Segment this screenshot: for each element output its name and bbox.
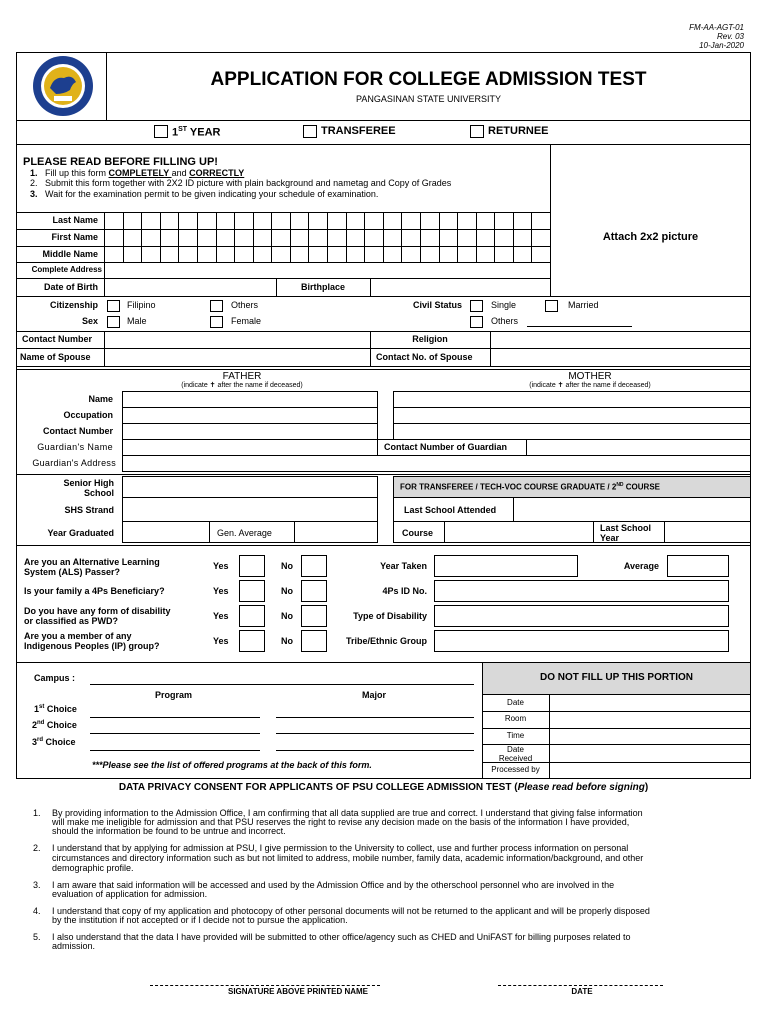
pwd-no-label: No [281,611,293,621]
occupation-label: Occupation [63,410,113,420]
father-heading: FATHER [222,371,262,382]
privacy-3-line-1: I am aware that said information will be accessed and used by the Admission Office and by the otherschool personnel who are involved in the [52,880,615,890]
year-taken-field[interactable] [434,555,578,577]
form-code: FM-AA-AGT-01 [689,23,744,32]
office-processed-by-field[interactable] [550,763,750,778]
privacy-3-line-2: evaluation of application for admission. [52,889,208,899]
father-contact-field[interactable] [122,423,378,440]
second-choice-major[interactable] [276,733,474,734]
office-heading: DO NOT FILL UP THIS PORTION [540,672,693,683]
office-date-field[interactable] [550,696,750,711]
privacy-1-num: 1. [33,808,41,818]
campus-field[interactable] [90,684,474,685]
parent-name-label: Name [88,394,113,404]
father-note: (indicate ✝ after the name if deceased) [181,382,303,389]
average-field[interactable] [667,555,729,577]
privacy-2-line-3: demographic profile. [52,863,134,873]
mother-heading: MOTHER [568,371,612,382]
filipino-checkbox[interactable] [107,300,120,312]
guardian-name-label: Guardian's Name [37,442,113,452]
date-line[interactable] [498,985,663,986]
signature-line[interactable] [150,985,380,986]
revision: Rev. 03 [717,32,744,41]
campus-label: Campus : [34,673,76,683]
university-name: PANGASINAN STATE UNIVERSITY [355,94,502,104]
father-occupation-field[interactable] [122,407,378,424]
second-choice-label: 2nd Choice [32,720,77,730]
date-label: DATE [571,987,593,996]
fourps-id-field[interactable] [434,580,729,602]
strand-label: SHS Strand [64,505,114,515]
office-time-field[interactable] [550,729,750,744]
disability-type-field[interactable] [434,605,729,627]
als-question: Are you an Alternative Learning System (ALS) Passer? [24,557,160,577]
als-yes-box[interactable] [239,555,265,577]
last-name-label: Last Name [52,215,98,225]
privacy-4-num: 4. [33,906,41,916]
shs-field[interactable] [122,476,378,498]
spouse-label: Name of Spouse [20,352,91,362]
female-checkbox[interactable] [210,316,223,328]
privacy-2-line-1: I understand that by applying for admission at PSU, I give permission to the University to collect, use and further process information on personal [52,843,629,853]
sex-label: Sex [81,316,98,326]
guardian-contact-label: Contact Number of Guardian [384,442,508,452]
single-label: Single [491,300,517,310]
transferee-label: TRANSFEREE [321,125,396,137]
mother-contact-field[interactable] [393,423,751,440]
fourps-no-label: No [281,586,293,596]
last-school-year-label: Last School Year [600,523,652,543]
filipino-label: Filipino [127,300,156,310]
last-school-year-field[interactable] [664,521,751,543]
als-yes-label: Yes [213,561,229,571]
civil-others-field[interactable] [527,326,632,327]
average-label: Average [623,561,659,571]
first-choice-label: 1st Choice [34,704,77,714]
privacy-5-num: 5. [33,932,41,942]
first-year-checkbox[interactable] [154,125,168,138]
fourps-yes-label: Yes [213,586,229,596]
instruction-1: 1. Fill up this form COMPLETELY and CORRECTLY [30,168,245,178]
fourps-no-box[interactable] [301,580,327,602]
programs-note: ***Please see the list of offered programs at the back of this form. [92,760,372,770]
privacy-heading: DATA PRIVACY CONSENT FOR APPLICANTS OF PSU COLLEGE ADMISSION TEST (Please read before signing) [118,782,649,793]
transferee-checkbox[interactable] [303,125,317,138]
office-room-label: Room [504,714,527,723]
fourps-id-label: 4Ps ID No. [382,586,427,596]
office-time-label: Time [506,731,525,740]
signature-label: SIGNATURE ABOVE PRINTED NAME [227,987,368,996]
parent-contact-label: Contact Number [42,426,113,436]
contact-label: Contact Number [22,334,93,344]
fourps-yes-box[interactable] [239,580,265,602]
privacy-2-line-2: circumstances and directory information such as but not limited to address, mobile number, family data, academic information/background, and other [52,853,644,863]
ip-no-label: No [281,636,293,646]
female-label: Female [231,316,262,326]
office-room-field[interactable] [550,712,750,728]
disability-type-label: Type of Disability [353,611,427,621]
picture-label: Attach 2x2 picture [602,231,699,243]
privacy-5-line-2: admission. [52,941,96,951]
transferee-heading: FOR TRANSFEREE / TECH-VOC COURSE GRADUATE / 2ND COURSE [400,482,660,492]
year-taken-label: Year Taken [380,561,427,571]
citizenship-label: Citizenship [49,300,98,310]
office-date-label: Date [507,698,524,707]
third-choice-label: 3rd Choice [32,737,76,747]
ip-yes-box[interactable] [239,630,265,652]
shs-label: Senior High School [63,478,114,498]
course-field[interactable] [444,521,594,543]
revision-date: 10-Jan-2020 [699,41,744,50]
course-label: Course [402,528,434,538]
instruction-2: 2. Submit this form together with 2X2 ID picture with plain background and nametag and Copy of Grades [30,178,452,188]
ip-yes-label: Yes [213,636,229,646]
civil-others-checkbox[interactable] [470,316,483,328]
returnee-checkbox[interactable] [470,125,484,138]
single-checkbox[interactable] [470,300,483,312]
dob-label: Date of Birth [44,282,98,292]
tribe-label: Tribe/Ethnic Group [345,636,427,646]
office-date-received-field[interactable] [550,745,750,762]
married-checkbox[interactable] [545,300,558,312]
gen-average-label: Gen. Average [217,528,272,538]
guardian-address-field[interactable] [122,455,751,472]
pwd-no-box[interactable] [301,605,327,627]
office-processed-by-label: Processed by [491,765,540,774]
returnee-label: RETURNEE [488,125,549,137]
other-citizenship-label: Others [231,300,259,310]
university-seal [24,54,102,118]
mother-occupation-field[interactable] [393,407,751,424]
guardian-name-field[interactable] [122,439,378,456]
married-label: Married [568,300,599,310]
pwd-yes-box[interactable] [239,605,265,627]
year-graduated-field[interactable] [122,521,210,543]
first-year-label: 1ST YEAR [172,126,221,139]
major-heading: Major [362,690,387,700]
male-checkbox[interactable] [107,316,120,328]
civil-status-label: Civil Status [412,300,462,310]
first-name-label: First Name [51,232,98,242]
fourps-question: Is your family a 4Ps Beneficiary? [24,586,165,596]
first-choice-major[interactable] [276,717,474,718]
privacy-1-line-1: By providing information to the Admission Office, I am confirming that all data supplied are true and correct. I understand that giving false information [52,808,643,818]
strand-field[interactable] [122,497,378,522]
pwd-yes-label: Yes [213,611,229,621]
instruction-3: 3. Wait for the examination permit to be given indicating your schedule of examination. [30,189,379,199]
last-school-label: Last School Attended [404,505,497,515]
religion-label: Religion [412,334,448,344]
third-choice-major[interactable] [276,750,474,751]
pwd-question: Do you have any form of disability or classified as PWD? [24,606,171,626]
form-title: APPLICATION FOR COLLEGE ADMISSION TEST [210,69,647,90]
guardian-address-label: Guardian's Address [32,458,116,468]
year-graduated-label: Year Graduated [47,528,114,538]
ip-question: Are you a member of any Indigenous Peoples (IP) group? [24,631,160,651]
mother-name-field[interactable] [393,391,751,408]
first-choice-program[interactable] [90,717,260,718]
privacy-1-line-2: will make me ineligible for admission and that PSU reserves the right to revise any decision made on the basis of the information I have provided, [52,817,630,827]
last-school-field[interactable] [513,497,751,522]
other-citizenship-checkbox[interactable] [210,300,223,312]
birthplace-label: Birthplace [300,282,345,292]
mother-note: (indicate ✝ after the name if deceased) [529,382,651,389]
second-choice-program[interactable] [90,733,260,734]
middle-name-label: Middle Name [42,249,98,259]
privacy-4-line-1: I understand that copy of my application and photocopy of other personal documents will not be returned to the applicant and will be properly disposed [52,906,650,916]
program-heading: Program [155,690,193,700]
address-label: Complete Address [31,265,102,274]
third-choice-program[interactable] [90,750,260,751]
privacy-4-line-2: by the institution if not accepted or if I decide not to pursue the application. [52,915,348,925]
privacy-3-num: 3. [33,880,41,890]
tribe-field[interactable] [434,630,729,652]
office-date-received-label: Date Received [498,745,533,763]
father-name-field[interactable] [122,391,378,408]
gen-average-field[interactable] [294,521,378,543]
guardian-contact-field[interactable] [526,439,751,456]
privacy-1-line-3: should the information be found to be untrue and incorrect. [52,826,286,836]
als-no-box[interactable] [301,555,327,577]
name-letter-grid[interactable] [104,212,550,262]
photo-box[interactable] [550,144,751,296]
instructions-heading: PLEASE READ BEFORE FILLING UP! [23,156,218,168]
als-no-label: No [281,561,293,571]
privacy-2-num: 2. [33,843,41,853]
civil-others-label: Others [491,316,519,326]
privacy-5-line-1: I also understand that the data I have provided will be submitted to other office/agency such as CHED and UniFAST for billing purposes related to [52,932,631,942]
spouse-contact-label: Contact No. of Spouse [376,352,473,362]
male-label: Male [127,316,147,326]
